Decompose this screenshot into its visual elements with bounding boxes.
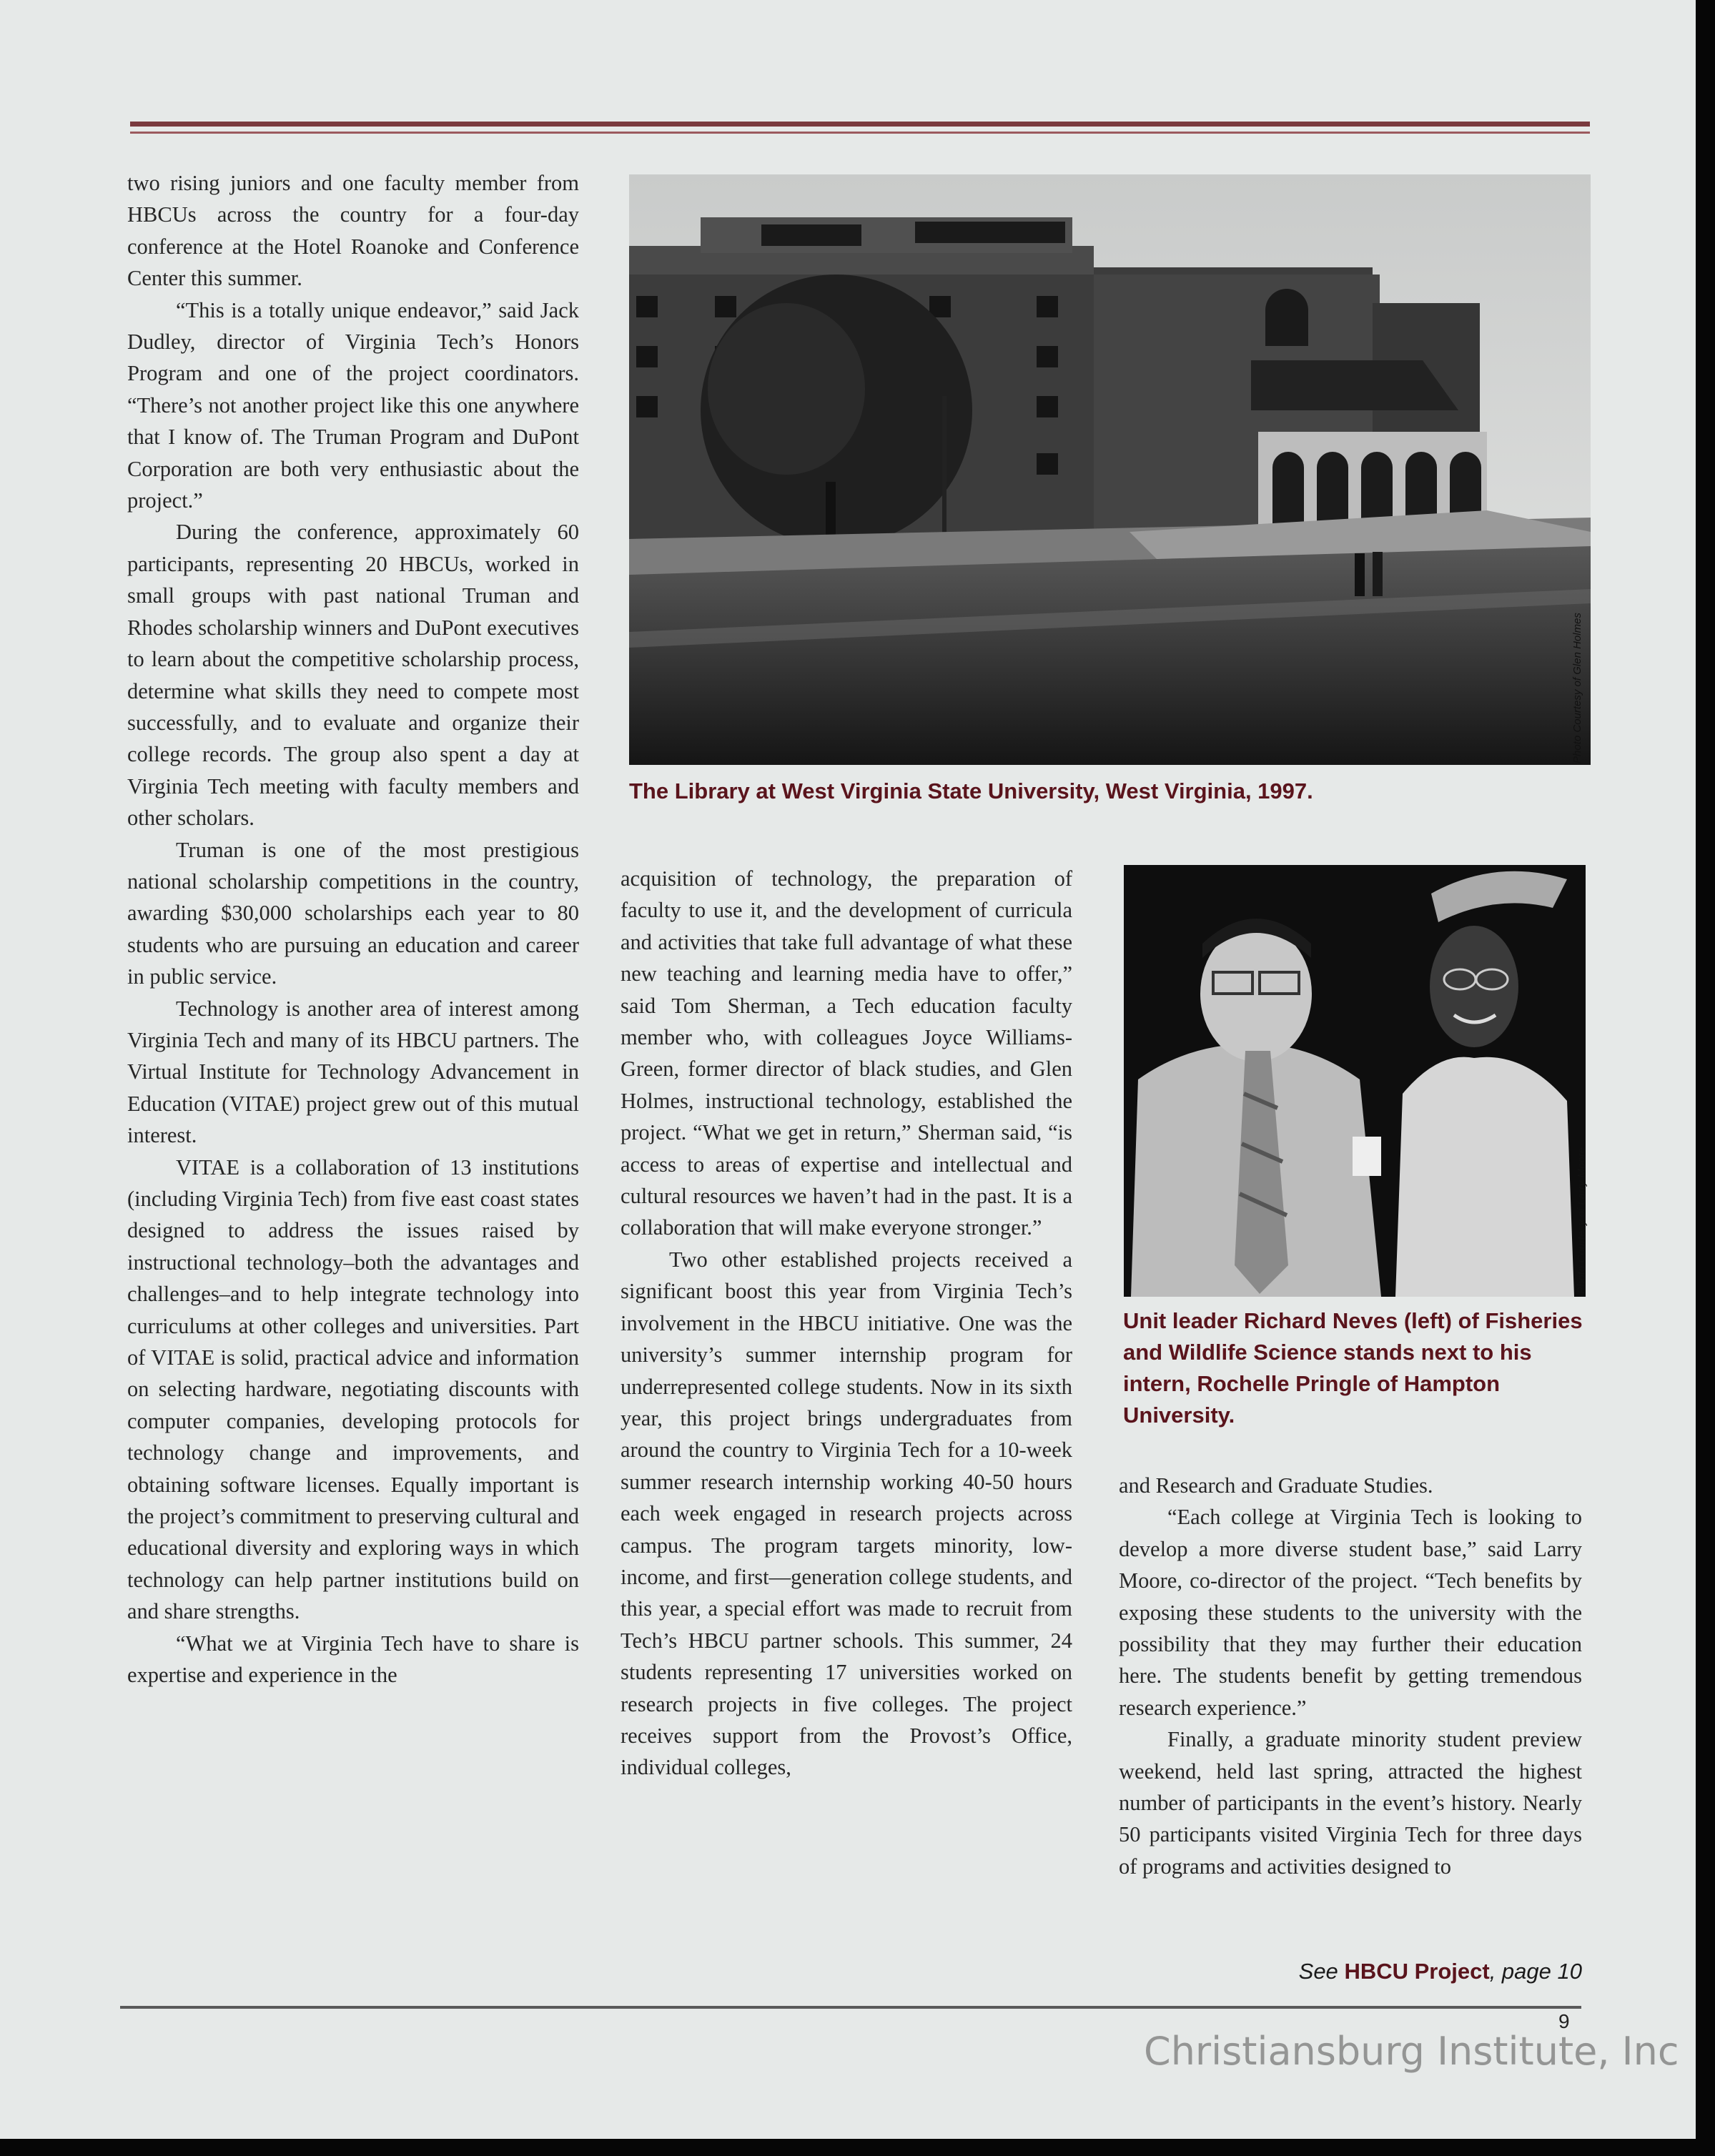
photo-credit: Photo Courtesy of Larry Moore xyxy=(1576,1147,1588,1294)
header-rule xyxy=(130,122,1590,127)
paragraph: Technology is another area of interest among Virginia Tech and many of its HBCU partners. The Virtual Institute for Technology Advancement in Education (VITAE) project grew out of this mutual interest. xyxy=(127,996,579,1148)
watermark: Christiansburg Institute, Inc xyxy=(1144,2029,1679,2074)
photo-credit: Photo Courtesy of Glen Holmes xyxy=(1571,613,1583,763)
continued-page: , page 10 xyxy=(1489,1959,1582,1984)
library-photo-image xyxy=(629,174,1591,765)
paragraph: “What we at Virginia Tech have to share is expertise and experience in the xyxy=(127,1631,579,1688)
portrait-photo xyxy=(1124,865,1586,1297)
library-photo xyxy=(629,174,1591,765)
paragraph: During the conference, approximately 60 participants, representing 20 HBCUs, worked in small groups with past national Truman and Rhodes scholarship winners and DuPont executives to learn about the competitive scholarship process, determine what skills they need to compete most successfully, and to evaluate and organize their college records. The group also spent a day at Virginia Tech meeting with faculty members and other scholars. xyxy=(127,520,579,831)
paragraph: Two other established projects received a significant boost this year from Virginia Tech’s involvement in the HBCU initiative. One was the university’s summer internship program for underrepresented college students. Now in its sixth year, this project brings undergraduates from around the country to Virginia Tech for a 10-week summer research internship working 40-50 hours each week engaged in research projects across campus. The program targets minority, low-income, and first—generation college students, and this year, a special effort was made to recruit from Tech’s HBCU partner schools. This summer, 24 students representing 17 universities worked on research projects in five colleges. The project receives support from the Provost’s Office, individual colleges, xyxy=(621,1247,1072,1780)
paragraph: Truman is one of the most prestigious national scholarship competitions in the country, awarding $30,000 scholarships each year to 80 students who are pursuing an education and career in public service. xyxy=(127,837,579,989)
paragraph: “This is a totally unique endeavor,” said Jack Dudley, director of Virginia Tech’s Honors Program and one of the project coordinators. “There’s not another project like this one anywhere that I know of. The Truman Program and DuPont Corporation are both very enthusiastic about the project.” xyxy=(127,297,579,513)
article-column-1 xyxy=(127,167,579,1691)
article-column-2 xyxy=(621,863,1072,1784)
continued-target: HBCU Project xyxy=(1344,1959,1490,1984)
paragraph: acquisition of technology, the preparation of faculty to use it, and the development of curricula and activities that take full advantage of what these new teaching and learning media have to offer,” said Tom Sherman, a Tech education faculty member who, with colleagues Joyce Williams-Green, former director of black studies, and Glen Holmes, instructional technology, established the project. “What we get in return,” Sherman said, “is access to areas of expertise and intellectual and cultural resources we haven’t had in the past. It is a collaboration that will make everyone stronger.” xyxy=(621,866,1072,1240)
article-column-3 xyxy=(1119,1470,1582,1882)
see-label: See xyxy=(1298,1959,1338,1984)
paragraph: and Research and Graduate Studies. xyxy=(1119,1473,1433,1498)
photo-caption: Unit leader Richard Neves (left) of Fisheries and Wildlife Science stands next to his intern, Rochelle Pringle of Hampton University. xyxy=(1123,1308,1583,1428)
paragraph: Finally, a graduate minority student preview weekend, held last spring, attracted the highest number of participants in the event’s history. Nearly 50 participants visited Virginia Tech for three days of programs and activities designed to xyxy=(1119,1727,1582,1879)
portrait-photo-image xyxy=(1124,865,1586,1297)
photo-caption: The Library at West Virginia State University, West Virginia, 1997. xyxy=(629,778,1313,803)
paragraph: two rising juniors and one faculty member from HBCUs across the country for a four-day conference at the Hotel Roanoke and Conference Center this summer. xyxy=(127,171,579,291)
page-number: 9 xyxy=(1558,2010,1570,2032)
paragraph: “Each college at Virginia Tech is looking to develop a more diverse student base,” said Larry Moore, co-director of the project. “Tech benefits by exposing these students to the university with the possibility that they may further their education here. The students benefit by getting tremendous research experience.” xyxy=(1119,1505,1582,1720)
continued-on-link xyxy=(1119,1959,1582,1984)
footer-rule xyxy=(120,2006,1581,2009)
paragraph: VITAE is a collaboration of 13 institutions (including Virginia Tech) from five east coast states designed to address the issues raised by instructional technology–both the advantages and challenges–and to help integrate technology into curriculums at other colleges and universities. Part of VITAE is solid, practical advice and information on selecting hardware, negotiating discounts with computer companies, developing protocols for technology change and improvements, and obtaining software licenses. Equally important is the project’s commitment to preserving cultural and educational diversity and exploring ways in which technology can help partner institutions build on and share strengths. xyxy=(127,1154,579,1624)
header-rule-thin xyxy=(130,132,1590,134)
